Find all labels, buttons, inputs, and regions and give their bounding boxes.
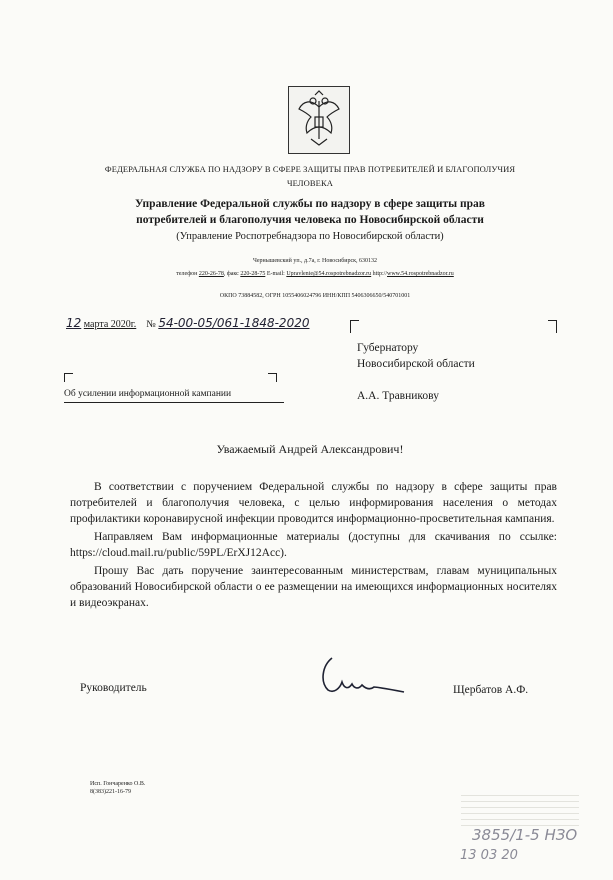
- addressee-name: А.А. Травникову: [357, 390, 439, 402]
- greeting: Уважаемый Андрей Александрович!: [216, 442, 404, 456]
- site-label: http://: [372, 271, 388, 277]
- service-name-line1: ФЕДЕРАЛЬНАЯ СЛУЖБА ПО НАДЗОРУ В СФЕРЕ ЗАЩИТЫ ПРАВ ПОТРЕБИТЕЛЕЙ И БЛАГОПОЛУЧИЯ: [104, 164, 516, 174]
- registration-number: 3855/1-5 НЗО: [472, 826, 578, 844]
- fax-value: 220-28-75: [240, 271, 266, 277]
- subject-bracket-left: [64, 373, 73, 382]
- subject-line: Об усилении информационной кампании: [64, 389, 284, 403]
- email-label: E-mail:: [266, 271, 285, 277]
- executor-info: [90, 780, 145, 796]
- department-line1: Управление Федеральной службы по надзору в сфере защиты прав: [135, 198, 485, 210]
- date-month-year: марта 2020г.: [83, 319, 137, 330]
- department-short-name: (Управление Роспотребнадзора по Новосибирской области): [176, 231, 444, 242]
- double-headed-eagle-icon: [289, 87, 349, 153]
- date-number-line: [66, 316, 309, 330]
- addressee-line1: Губернатору: [357, 342, 419, 354]
- addressee-bracket-right: [548, 320, 557, 333]
- coat-of-arms-emblem: [288, 86, 350, 154]
- executor-name: Исп. Гончаренко О.В.: [90, 781, 146, 787]
- fax-label: факс: [226, 271, 239, 277]
- handwritten-signature: [318, 652, 408, 705]
- phone-value: 220-26-78: [198, 271, 224, 277]
- email-link[interactable]: Upravlenie@54.rospotrebnadzor.ru: [286, 271, 372, 277]
- address-line: Чернышевский уп., д.7а, г. Новосибирск, 630132: [252, 258, 378, 264]
- subject-bracket-right: [268, 373, 277, 382]
- paragraph: Прошу Вас дать поручение заинтересованным министерствам, главам муниципальных образований Новосибирской области о ее размещении на имеющихся информационных носителях и видеоэкранах.: [70, 565, 557, 609]
- letter-body: [70, 479, 557, 611]
- paragraph: В соответствии с поручением Федеральной службы по надзору в сфере защиты прав потребителей и благополучия человека, с целью информирования населения о методах профилактики коронавирусной инфекции проводится информационно-просветительная кампания.: [70, 481, 557, 525]
- date-day: 12: [66, 316, 82, 330]
- addressee-bracket-left: [350, 320, 359, 333]
- signatory-role: Руководитель: [80, 682, 147, 694]
- department-name: [100, 196, 520, 228]
- addressee-line2: Новосибирской области: [357, 358, 475, 370]
- service-name-line2: ЧЕЛОВЕКА: [287, 178, 333, 188]
- number-label: №: [146, 319, 156, 330]
- signatory-name: Щербатов А.Ф.: [453, 684, 529, 696]
- phone-label: телефон: [176, 271, 198, 277]
- registry-codes: ОКПО 73884582, ОГРН 1055406024796 ИНН/КПП 5406306650/540701001: [219, 293, 411, 299]
- paragraph: Направляем Вам информационные материалы (доступны для скачивания по ссылке: https://cloud.mail.ru/public/59PL/ErXJ12Acc).: [70, 531, 557, 559]
- executor-phone: 8(383)221-16-79: [90, 789, 131, 795]
- contacts-line: телефон 220-26-78, факс 220-28-75 E-mail: Upravlenie@54.rospotrebnadzor.ru http://www.54.rospotrebnadzor.ru: [176, 271, 454, 277]
- document-number: 54-00-05/061-1848-2020: [158, 316, 310, 330]
- site-link[interactable]: www.54.rospotrebnadzor.ru: [387, 271, 454, 277]
- service-name: [60, 162, 560, 190]
- department-line2: потребителей и благополучия человека по Новосибирской области: [136, 214, 484, 226]
- registration-date: 13 03 20: [460, 848, 518, 863]
